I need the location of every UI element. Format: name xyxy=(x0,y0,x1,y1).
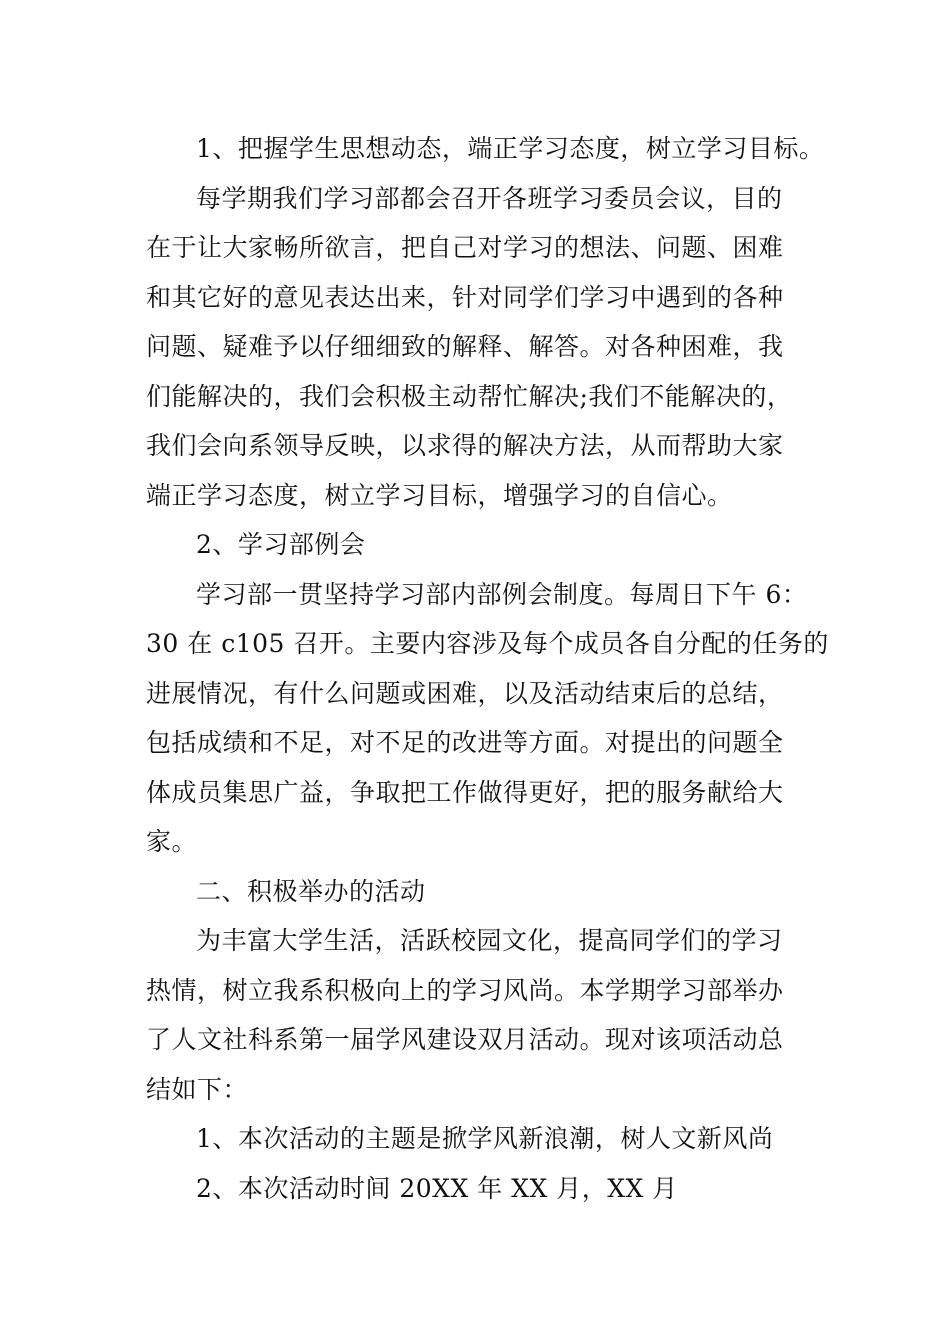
text-line: 结如下： xyxy=(146,1074,249,1104)
text-line: 热情，树立我系积极向上的学习风尚。本学期学习部举办 xyxy=(146,975,784,1005)
text-line: 30 在 c105 召开。主要内容涉及每个成员各自分配的任务的 xyxy=(146,629,829,658)
section-heading-major xyxy=(146,867,808,917)
list-item xyxy=(146,1114,808,1164)
text-line: 了人文社科系第一届学风建设双月活动。现对该项活动总 xyxy=(146,1025,784,1054)
text-line: 二、积极举办的活动 xyxy=(196,876,426,906)
section-heading-2 xyxy=(146,520,808,570)
text-line: 为丰富大学生活，活跃校园文化，提高同学们的学习 xyxy=(196,926,783,955)
text-line: 端正学习态度，树立学习目标，增强学习的自信心。 xyxy=(146,480,733,510)
text-line: 每学期我们学习部都会召开各班学习委员会议，目的 xyxy=(196,183,783,213)
document-page xyxy=(146,124,829,1213)
text-line: 我们会向系领导反映，以求得的解决方法，从而帮助大家 xyxy=(146,431,784,460)
text-line: 问题、疑难予以仔细细致的解释、解答。对各种困难，我 xyxy=(146,332,784,361)
body-paragraph xyxy=(146,174,808,521)
list-item xyxy=(146,1164,808,1214)
text-line: 包括成绩和不足，对不足的改进等方面。对提出的问题全 xyxy=(146,728,784,757)
text-line: 2、学习部例会 xyxy=(196,530,366,559)
text-line: 们能解决的，我们会积极主动帮忙解决;我们不能解决的， xyxy=(146,381,793,411)
text-line: 进展情况，有什么问题或困难，以及活动结束后的总结， xyxy=(146,678,784,708)
section-heading-1 xyxy=(146,124,825,174)
body-paragraph xyxy=(146,570,829,867)
text-line: 1、把握学生思想动态，端正学习态度，树立学习目标。 xyxy=(196,134,825,163)
text-line: 和其它好的意见表达出来，针对同学们学习中遇到的各种 xyxy=(146,282,784,312)
text-line: 学习部一贯坚持学习部内部例会制度。每周日下午 6： xyxy=(196,579,808,609)
text-line: 体成员集思广益，争取把工作做得更好，把的服务献给大 xyxy=(146,777,784,807)
text-line: 2、本次活动时间 20XX 年 XX 月，XX 月 xyxy=(196,1173,678,1203)
text-line: 1、本次活动的主题是掀学风新浪潮，树人文新风尚 xyxy=(196,1124,774,1153)
text-line: 在于让大家畅所欲言，把自己对学习的想法、问题、困难 xyxy=(146,233,784,262)
body-paragraph xyxy=(146,916,808,1114)
text-line: 家。 xyxy=(146,827,198,856)
